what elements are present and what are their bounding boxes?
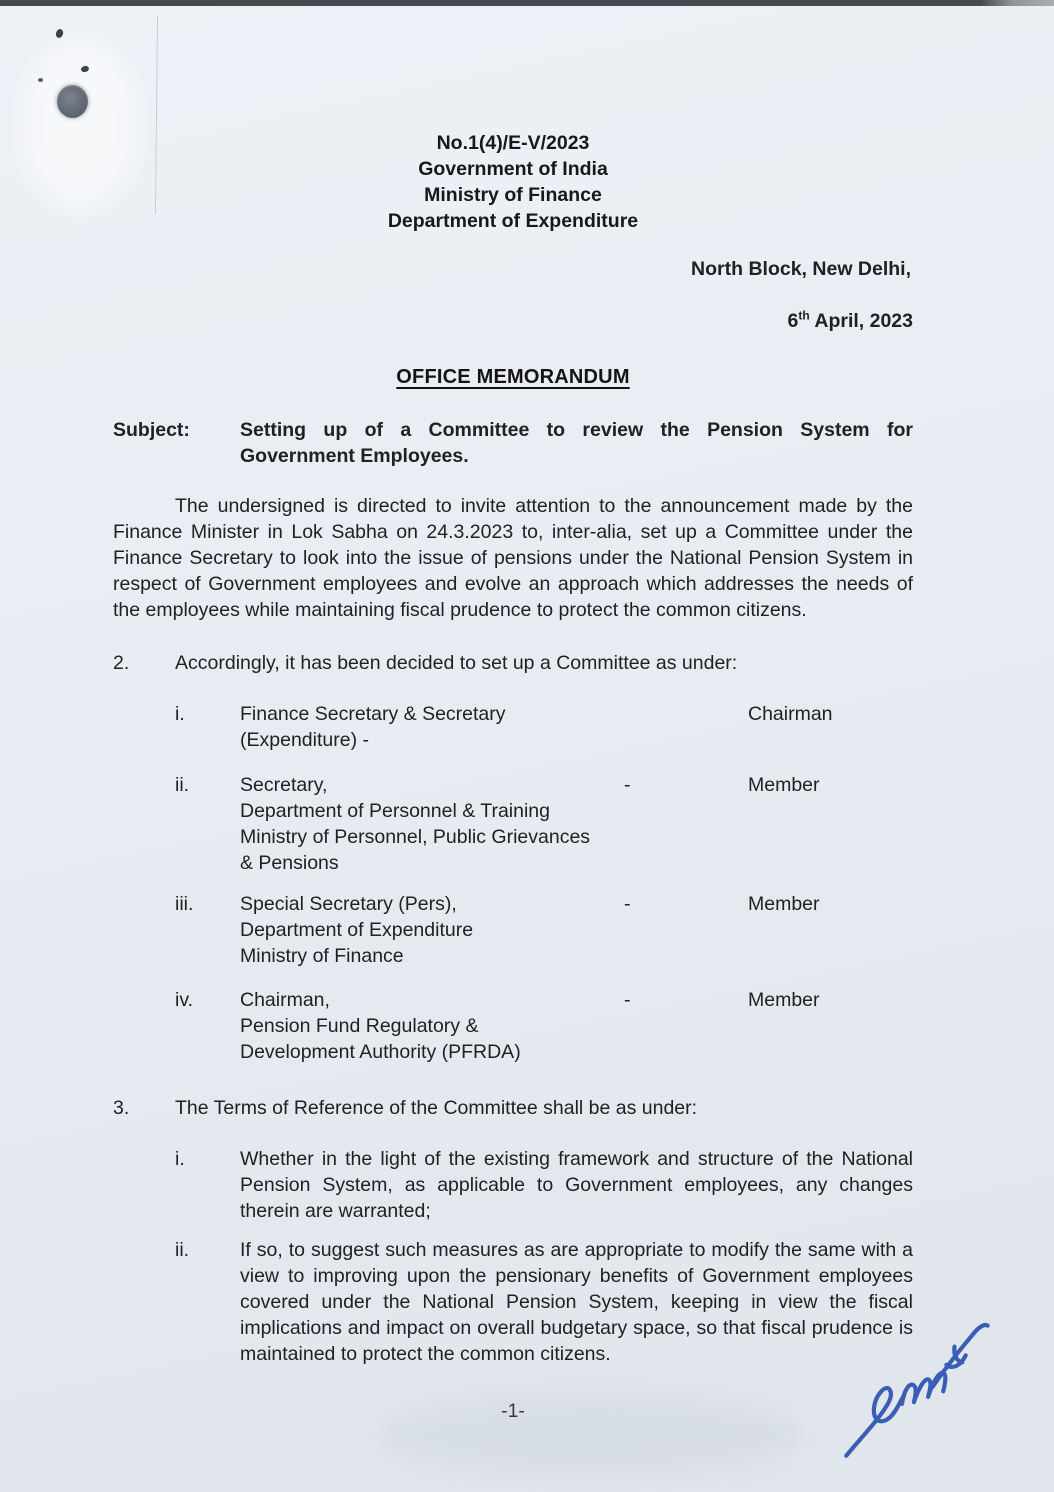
member-index: ii. [175, 774, 190, 796]
letterhead [113, 130, 913, 234]
org-line-ministry: Ministry of Finance [424, 184, 602, 206]
section-2-number: 2. [113, 652, 130, 674]
opening-paragraph: The undersigned is directed to invite attention to the announcement made by the Finance Minister in Lok Sabha on 24.3.2023 to, inter-alia, set up a Committee under the Finance Secretary to look into the issue of pensions under the National Pension System in respect of Government employees and evolve an approach which addresses the needs of the employees while maintaining fiscal prudence to protect the common citizens. [113, 495, 913, 621]
separator-dash [620, 701, 748, 753]
member-role: Member [748, 989, 820, 1011]
section-3-text: The Terms of Reference of the Committee shall be as under: [175, 1097, 698, 1119]
committee-member-row [175, 987, 913, 1065]
staple-mark [38, 78, 43, 82]
page-number: -1- [501, 1400, 525, 1422]
separator-dash: - [624, 774, 631, 796]
date-ordinal-suffix: th [798, 308, 810, 323]
member-designation: Secretary, Department of Personnel & Training Ministry of Personnel, Public Grievances & Pensions [240, 774, 591, 874]
punch-hole [57, 85, 88, 118]
org-line-government: Government of India [418, 158, 608, 180]
member-index: iv. [175, 989, 194, 1011]
member-role: Member [748, 893, 820, 915]
subject-text: Setting up of a Committee to review the Pension System for Government Employees. [240, 419, 913, 467]
member-role: Chairman [748, 703, 833, 725]
term-text: If so, to suggest such measures as are appropriate to modify the same with a view to improving upon the pensionary benefits of Government employees covered under the National Pension System, keeping in view the fiscal implications and impact on overall budgetary space, so that fiscal prudence is maintained to protect the common citizens. [240, 1239, 913, 1365]
member-designation: Chairman, Pension Fund Regulatory & Development Authority (PFRDA) [240, 989, 521, 1063]
subject-row [113, 417, 913, 469]
date-line [113, 308, 913, 334]
org-line-department: Department of Expenditure [387, 210, 639, 232]
section-2-text: Accordingly, it has been decided to set up a Committee as under: [175, 652, 738, 674]
place-line: North Block, New Delhi, [691, 258, 911, 280]
staple-mark [55, 28, 65, 39]
separator-dash: - [624, 989, 631, 1011]
separator-dash: - [624, 893, 631, 915]
term-of-reference-row [175, 1146, 913, 1224]
section-2-row [113, 650, 913, 676]
committee-member-row [175, 772, 913, 876]
subject-label: Subject: [113, 419, 190, 441]
document-title: OFFICE MEMORANDUM [396, 366, 630, 388]
scan-edge-artifact [0, 0, 1054, 6]
date-month-year: April, 2023 [809, 310, 913, 332]
member-index: i. [175, 703, 185, 725]
date-day: 6 [787, 310, 799, 332]
section-3-number: 3. [113, 1097, 130, 1119]
reference-number: No.1(4)/E-V/2023 [436, 132, 590, 154]
term-of-reference-row [175, 1237, 913, 1367]
member-designation: Special Secretary (Pers), Department of Expenditure Ministry of Finance [240, 893, 474, 967]
term-index: i. [175, 1148, 185, 1170]
term-index: ii. [175, 1239, 190, 1261]
section-3-row [113, 1095, 913, 1121]
member-role: Member [748, 774, 820, 796]
committee-member-row [175, 701, 913, 753]
member-designation: Finance Secretary & Secretary (Expenditure) - [240, 703, 506, 751]
member-index: iii. [175, 893, 194, 915]
term-text: Whether in the light of the existing framework and structure of the National Pension System, as applicable to Government employees, any changes therein are warranted; [240, 1148, 913, 1222]
memo-content [113, 130, 913, 1424]
committee-member-row [175, 891, 913, 969]
